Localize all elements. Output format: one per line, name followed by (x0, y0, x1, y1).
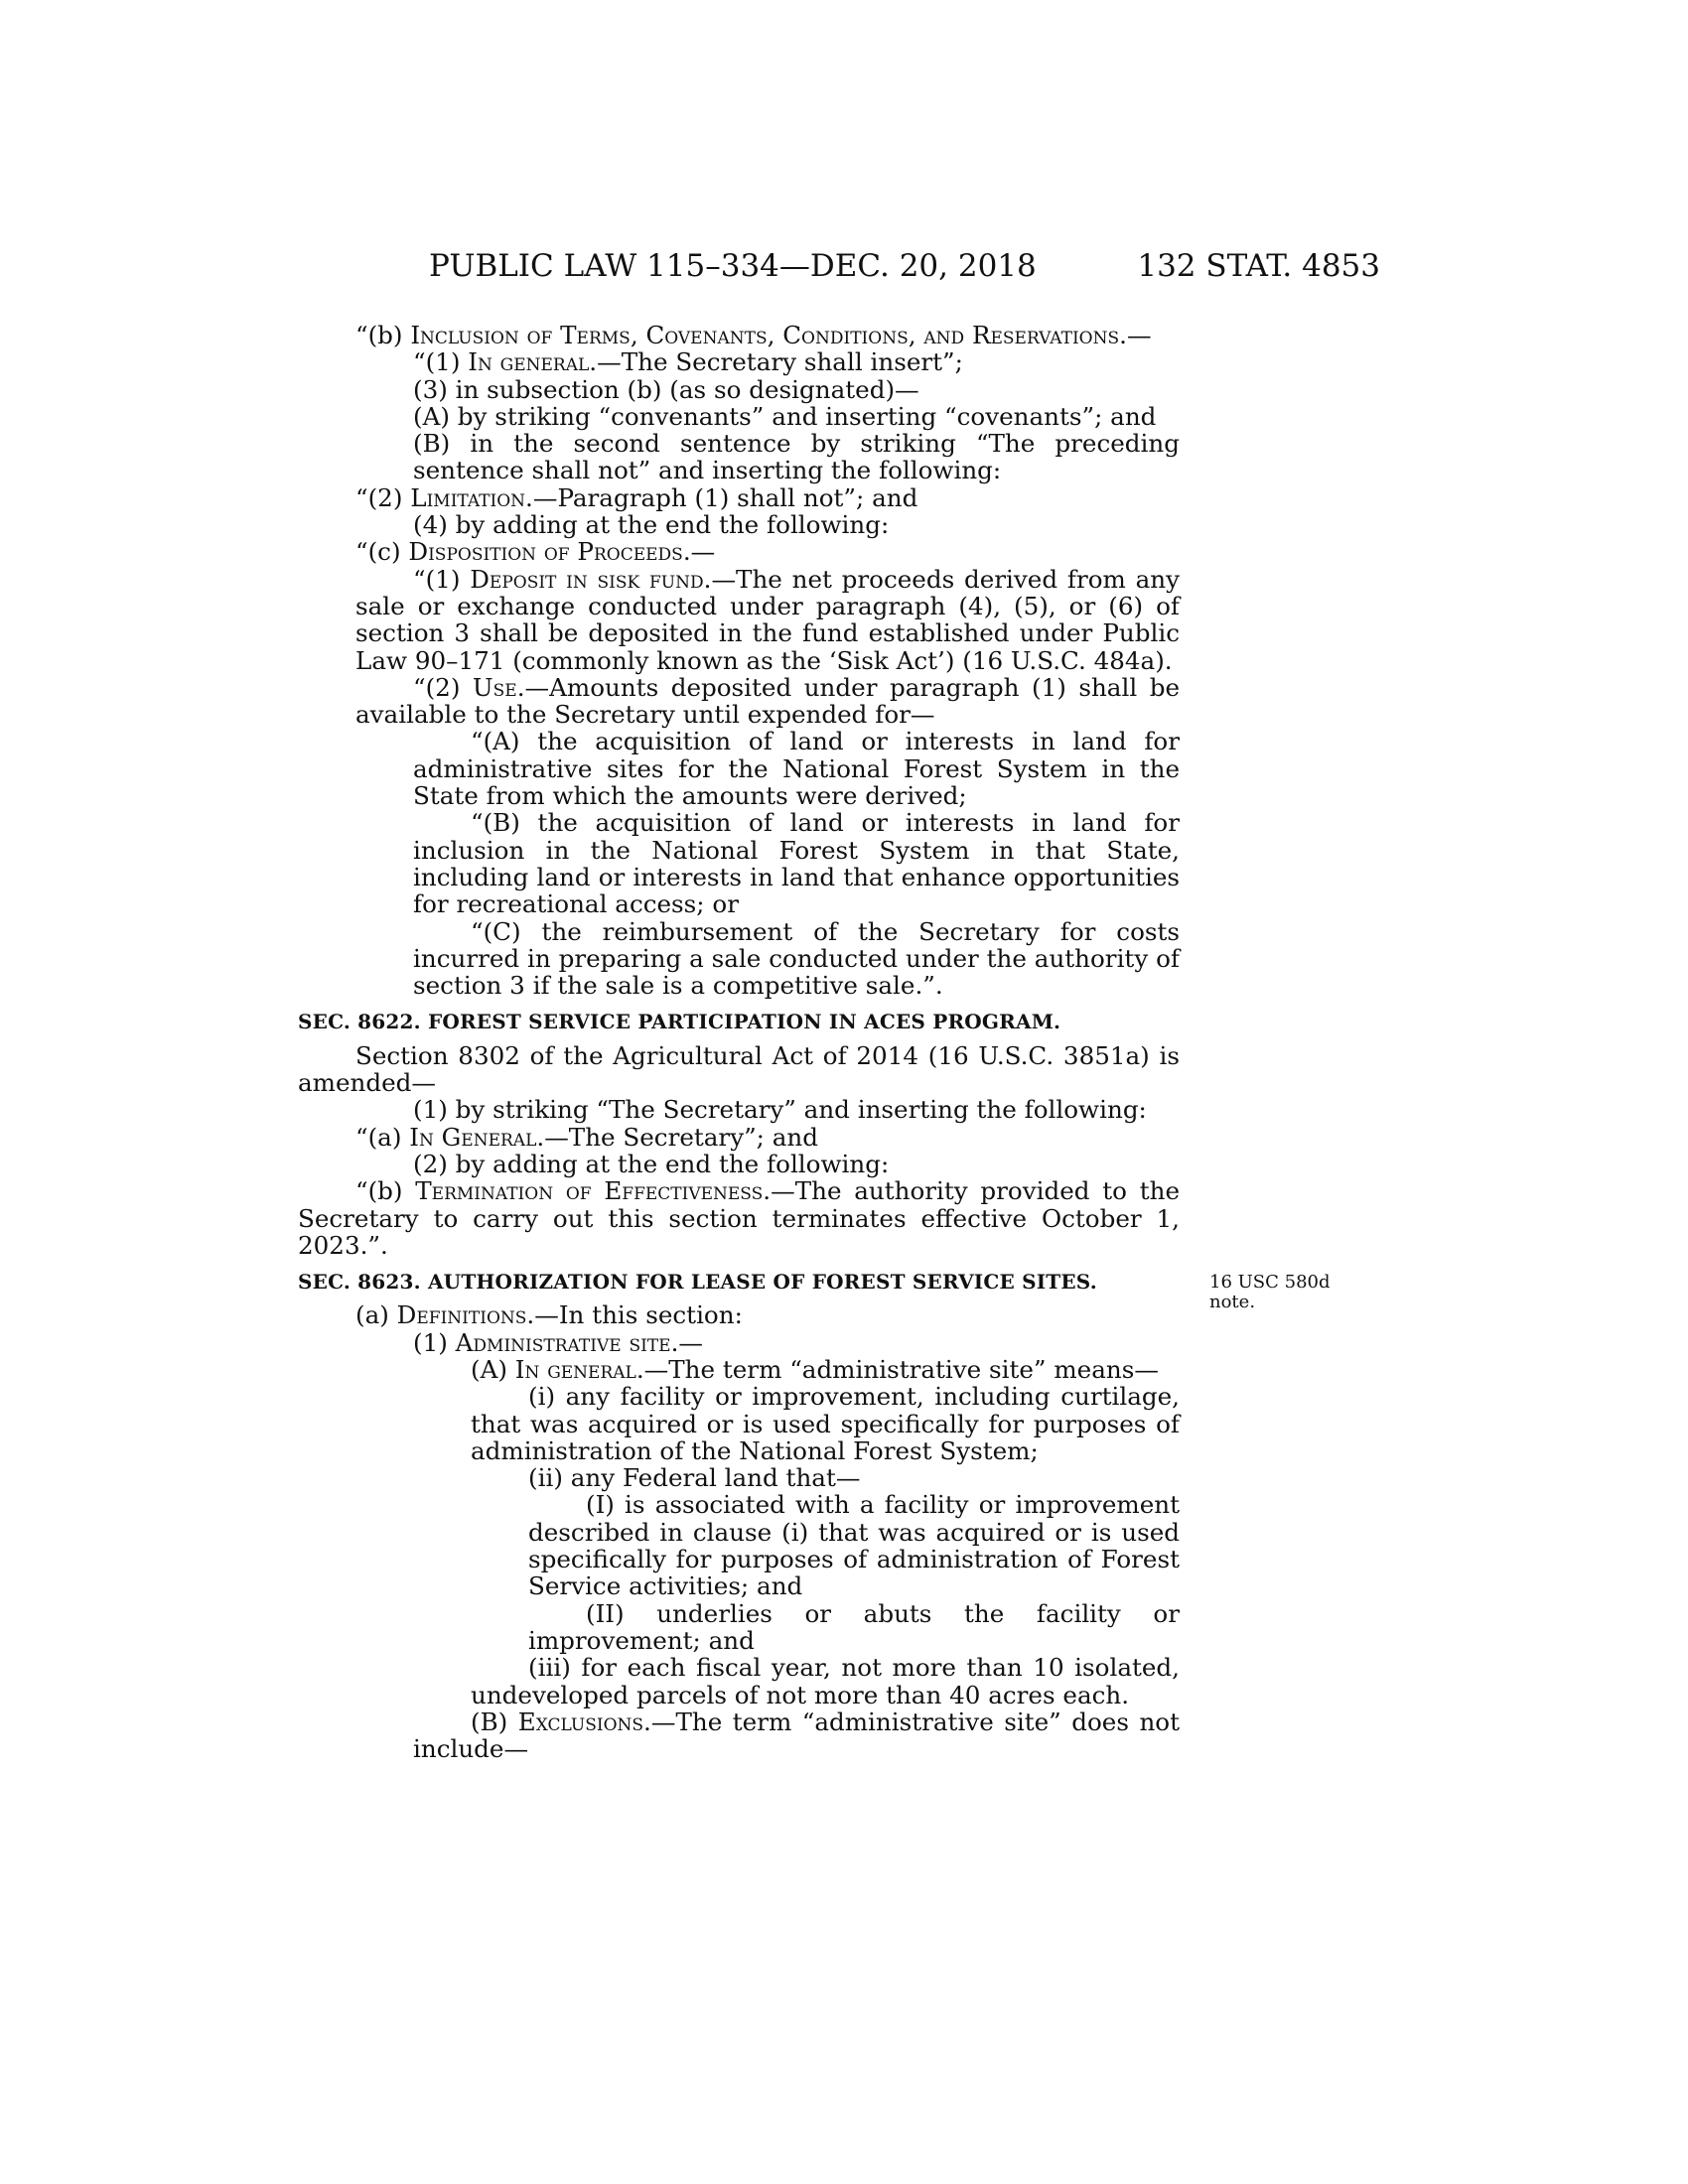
paragraph: (4) by adding at the end the following: (413, 510, 890, 540)
paragraph: (ii) any Federal land that— (528, 1463, 861, 1493)
paragraph: “(1) In general.—The Secretary shall insert”; (413, 347, 963, 377)
paragraph: “(a) In General.—The Secretary”; and (355, 1122, 819, 1152)
paragraph: (1) Administrative site.— (413, 1327, 703, 1357)
paragraph: “(C) the reimbursement of the Secretary for costs incurred in preparing a sale conducted under the authority of section 3 if the sale is a competitive sale.”. (413, 916, 1180, 1001)
paragraph: “(1) Deposit in sisk fund.—The net proceeds derived from any sale or exchange conducted under paragraph (4), (5), or (6) of section 3 shall be deposited in the fund established under Public Law 90–171 (commonly known as the ‘Sisk Act’) (16 U.S.C. 484a). (355, 564, 1180, 675)
paragraph: “(b) Inclusion of Terms, Covenants, Conditions, and Reservations.— (355, 321, 1152, 349)
paragraph: (1) by striking “The Secretary” and inserting the following: (413, 1095, 1147, 1125)
paragraph: (3) in subsection (b) (as so designated)— (413, 374, 919, 404)
section-heading: SEC. 8623. AUTHORIZATION FOR LEASE OF FOREST SERVICE SITES. (298, 1270, 1097, 1295)
paragraph: (B) in the second sentence by striking “The preceding sentence shall not” and inserting the following: (413, 429, 1180, 485)
page-number: 132 STAT. 4853 (1137, 248, 1380, 284)
paragraph: “(b) Termination of Effectiveness.—The authority provided to the Secretary to carry out this section terminates effective October 1, 2023.”. (298, 1176, 1180, 1260)
paragraph: “(A) the acquisition of land or interests in land for administrative sites for the National Forest System in the State from which the amounts were derived; (413, 727, 1180, 811)
paragraph: “(B) the acquisition of land or interests in land for inclusion in the National Forest System in that State, including land or interests in land that enhance opportunities for recreational access; or (413, 808, 1180, 919)
paragraph: “(2) Limitation.—Paragraph (1) shall not”; and (355, 482, 918, 512)
paragraph: (2) by adding at the end the following: (413, 1149, 890, 1178)
paragraph: (a) Definitions.—In this section: (355, 1300, 743, 1330)
paragraph: (II) underlies or abuts the facility or improvement; and (528, 1598, 1180, 1655)
paragraph: (I) is associated with a facility or improvement described in clause (i) that was acquired or is used specifically for purposes of administration of Forest Service activities; and (528, 1490, 1180, 1601)
section-heading: SEC. 8622. FOREST SERVICE PARTICIPATION IN ACES PROGRAM. (298, 1010, 1061, 1034)
paragraph: (B) Exclusions.—The term “administrative site” does not include— (413, 1706, 1180, 1764)
paragraph: “(c) Disposition of Proceeds.— (355, 537, 716, 567)
section-row (298, 1269, 1331, 1313)
margin-note: 16 USC 580d note. (1209, 1272, 1331, 1313)
paragraph: (iii) for each fiscal year, not more than 10 isolated, undeveloped parcels of not more than 40 acres each. (471, 1653, 1180, 1709)
paragraph: (i) any facility or improvement, including curtilage, that was acquired or is used specifically for purposes of administration of the National Forest System; (471, 1382, 1180, 1465)
paragraph: Section 8302 of the Agricultural Act of 2014 (16 U.S.C. 3851a) is amended— (298, 1040, 1180, 1098)
running-header-title: PUBLIC LAW 115–334—DEC. 20, 2018 (429, 248, 1037, 284)
paragraph: (A) In general.—The term “administrative site” means— (471, 1354, 1159, 1384)
paragraph: (A) by striking “convenants” and inserting “covenants”; and (413, 401, 1157, 431)
paragraph: “(2) Use.—Amounts deposited under paragraph (1) shall be available to the Secretary until expended for— (355, 672, 1181, 730)
body-text (298, 321, 1331, 1764)
